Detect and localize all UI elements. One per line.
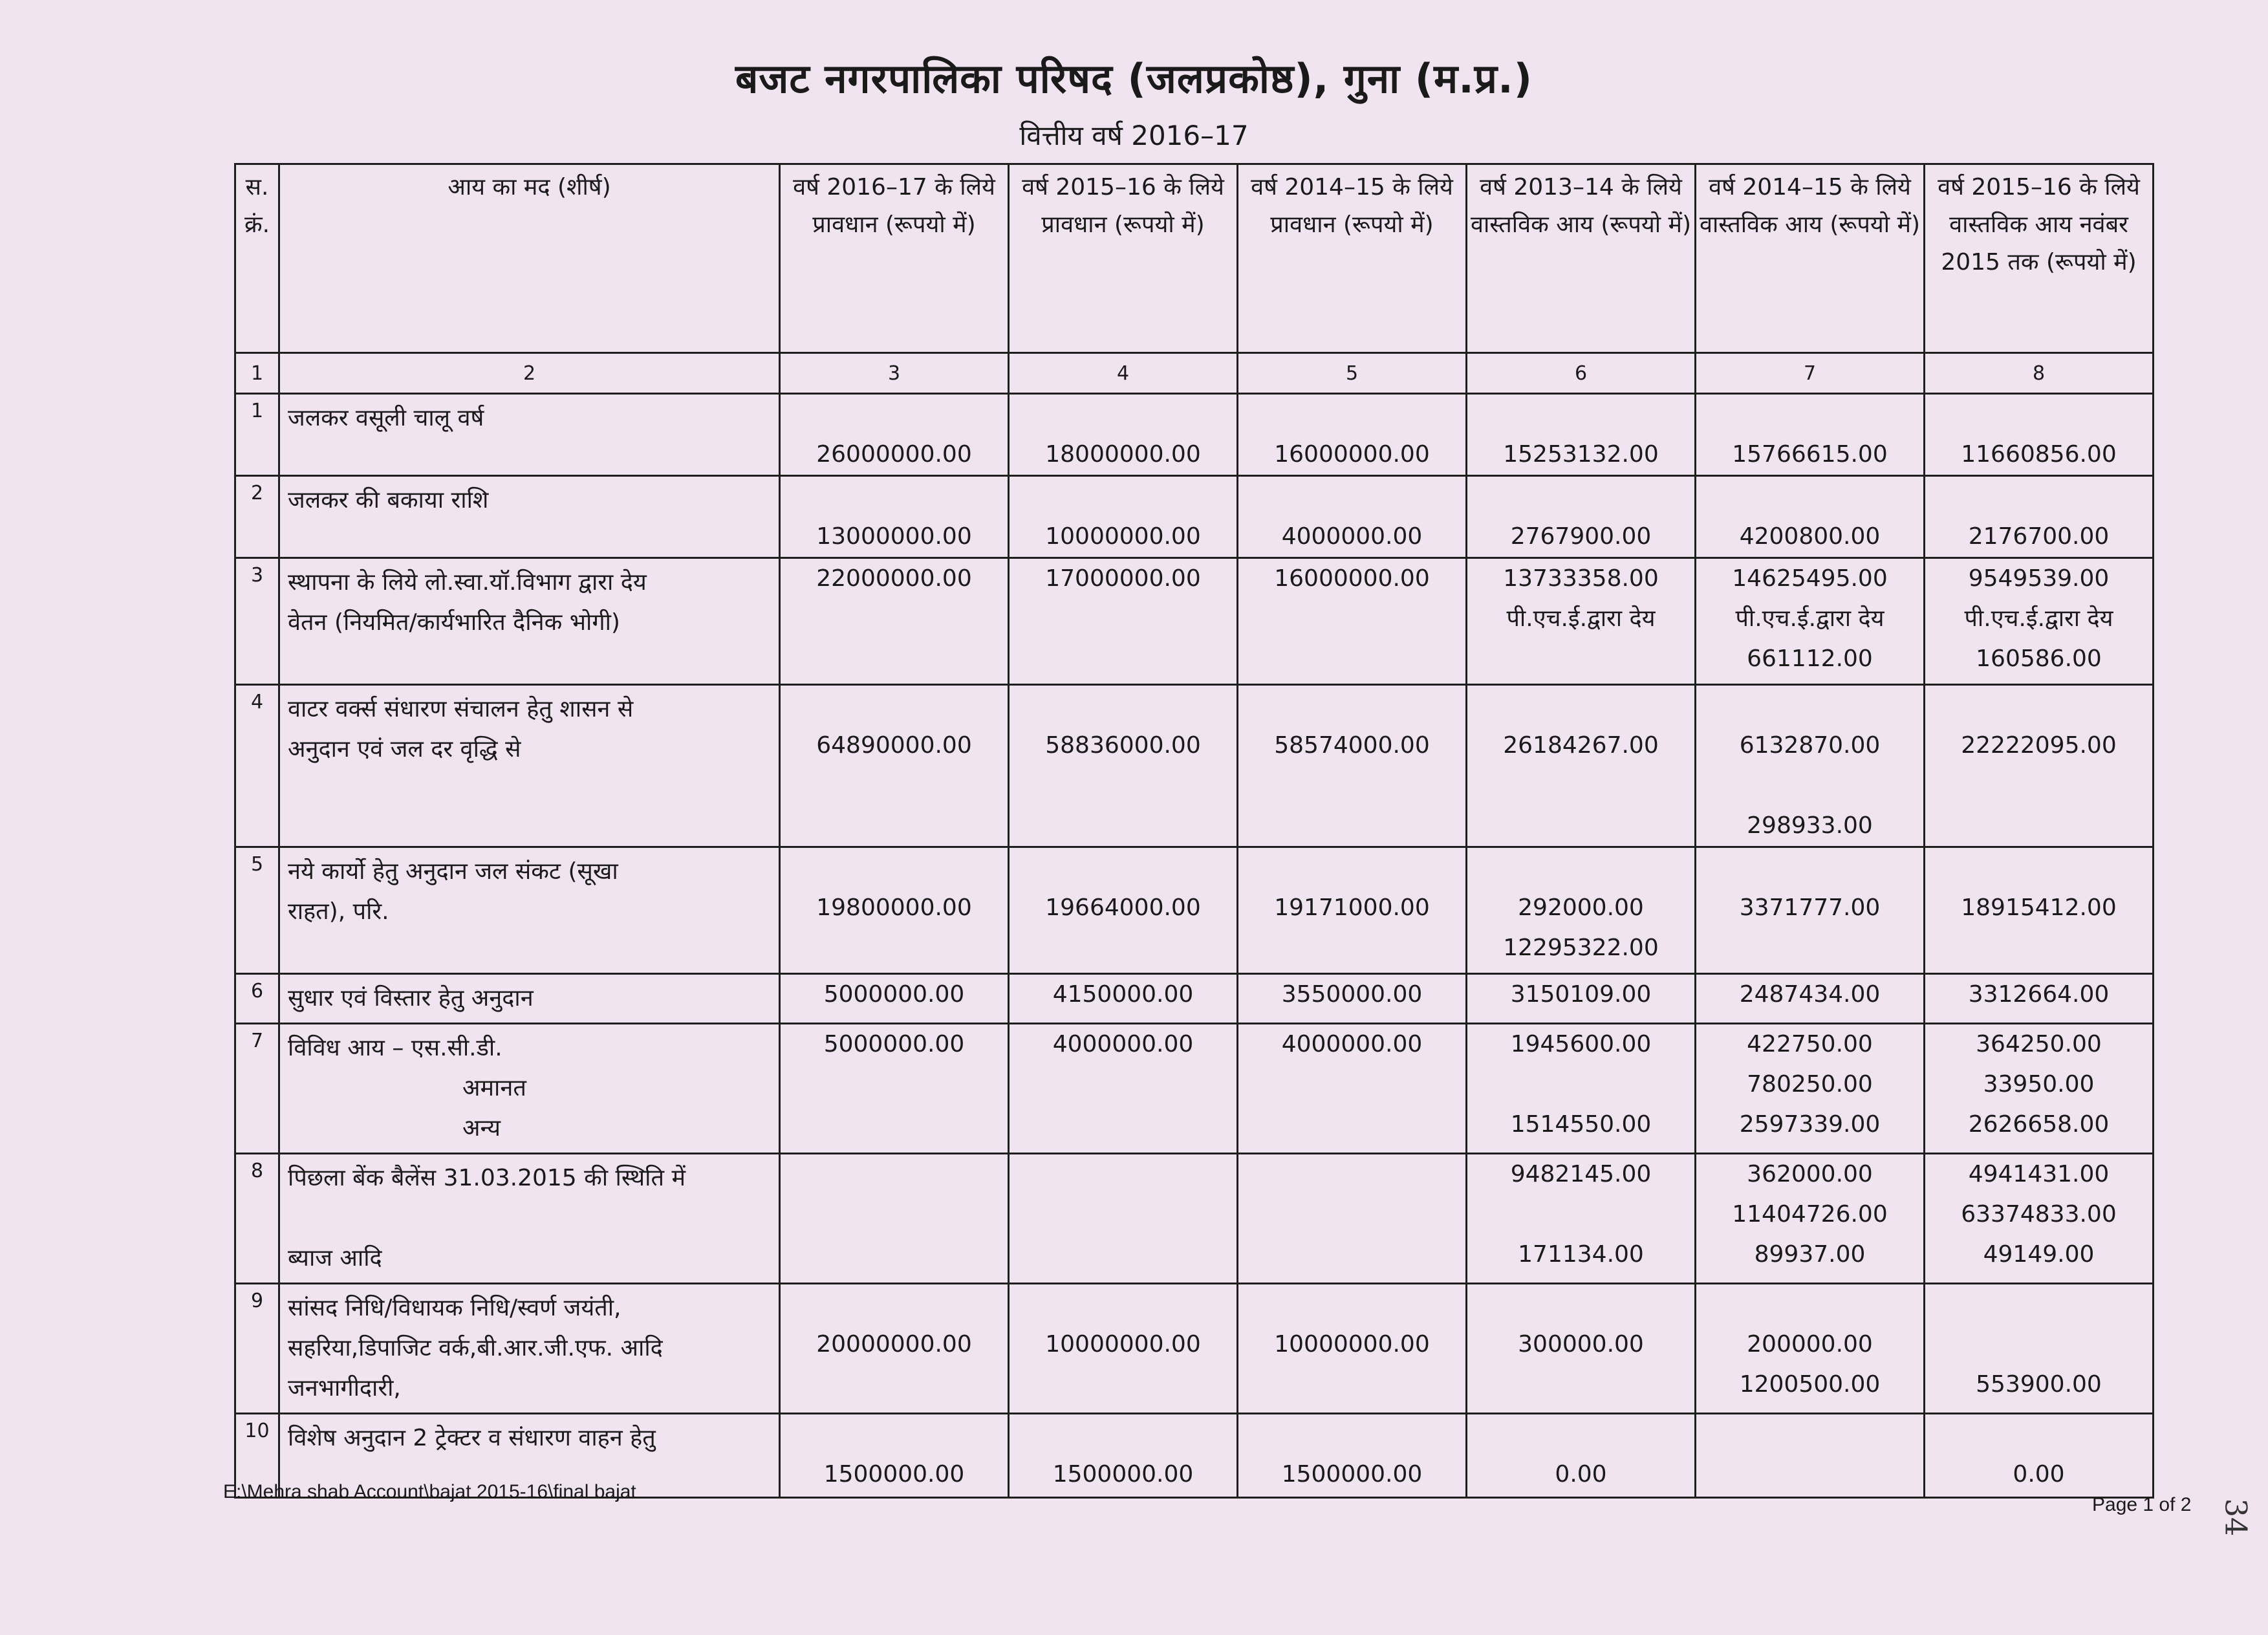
amount-value bbox=[1010, 1414, 1237, 1455]
amount-value: 362000.00 bbox=[1747, 1161, 1873, 1187]
amount-cell-c8 bbox=[1925, 1154, 2154, 1284]
table-row bbox=[235, 685, 2154, 847]
amount-value: 18915412.00 bbox=[1961, 894, 2117, 921]
amount-value: 4000000.00 bbox=[1281, 1031, 1423, 1057]
amount-value: 14625495.00 bbox=[1732, 565, 1888, 592]
table-row bbox=[235, 1284, 2154, 1414]
amount-cell-c6 bbox=[1467, 974, 1696, 1024]
income-head-text: राहत), परि. bbox=[288, 898, 389, 925]
income-head-cell bbox=[279, 974, 780, 1024]
amount-cell-c7 bbox=[1696, 974, 1925, 1024]
amount-value bbox=[1467, 477, 1694, 517]
amount-value: 364250.00 bbox=[1976, 1031, 2102, 1057]
amount-value: 13733358.00 bbox=[1503, 565, 1659, 592]
amount-value: 10000000.00 bbox=[1045, 523, 1201, 550]
amount-value: 89937.00 bbox=[1754, 1241, 1866, 1268]
amount-value: 160586.00 bbox=[1976, 645, 2102, 672]
amount-cell-c4 bbox=[1009, 847, 1238, 974]
income-head-text: सहरिया,डिपाजिट वर्क,बी.आर.जी.एफ. आदि bbox=[288, 1335, 663, 1361]
financial-year-subtitle: वित्तीय वर्ष 2016–17 bbox=[1019, 120, 1249, 151]
amount-value: पी.एच.ई.द्वारा देय bbox=[1506, 605, 1656, 632]
amount-value bbox=[781, 1154, 1008, 1195]
amount-cell-c8 bbox=[1925, 1284, 2154, 1414]
document-title: बजट नगरपालिका परिषद (जलप्रकोष्ठ), गुना (म.प्र.) bbox=[735, 55, 1533, 102]
amount-value: 26184267.00 bbox=[1503, 732, 1659, 759]
amount-value bbox=[1010, 1154, 1237, 1195]
amount-value: 19800000.00 bbox=[816, 894, 972, 921]
amount-value: 26000000.00 bbox=[816, 441, 972, 468]
amount-cell-c6 bbox=[1467, 1414, 1696, 1498]
amount-value bbox=[1467, 1195, 1694, 1235]
amount-value bbox=[1925, 1284, 2152, 1325]
amount-cell-c8 bbox=[1925, 558, 2154, 685]
column-header-actual-2014-15: वर्ष 2014–15 के लिये वास्तविक आय (रूपयो में) bbox=[1696, 164, 1925, 353]
table-row bbox=[235, 1154, 2154, 1284]
income-head-text: वेतन (नियमित/कार्यभारित दैनिक भोगी) bbox=[288, 609, 620, 636]
amount-value bbox=[1010, 395, 1237, 435]
table-row bbox=[235, 847, 2154, 974]
amount-value: 422750.00 bbox=[1747, 1031, 1873, 1057]
amount-cell-c4 bbox=[1009, 476, 1238, 558]
income-head-text: सुधार एवं विस्तार हेतु अनुदान bbox=[288, 985, 534, 1012]
amount-cell-c4 bbox=[1009, 394, 1238, 476]
amount-cell-c6 bbox=[1467, 558, 1696, 685]
column-number: 7 bbox=[1696, 353, 1925, 394]
page-number-footer: Page 1 of 2 bbox=[2092, 1494, 2192, 1515]
amount-value: 1500000.00 bbox=[1052, 1461, 1194, 1488]
amount-value bbox=[1696, 766, 1923, 806]
amount-cell-c6 bbox=[1467, 1284, 1696, 1414]
amount-value bbox=[1925, 395, 2152, 435]
amount-cell-c4 bbox=[1009, 685, 1238, 847]
amount-value: 4000000.00 bbox=[1281, 523, 1423, 550]
income-head-text: अनुदान एवं जल दर वृद्धि से bbox=[288, 736, 521, 763]
amount-value bbox=[1467, 848, 1694, 888]
amount-cell-c8 bbox=[1925, 1024, 2154, 1154]
amount-value: 4000000.00 bbox=[1052, 1031, 1194, 1057]
amount-cell-c5 bbox=[1238, 558, 1467, 685]
amount-value bbox=[1467, 1065, 1694, 1105]
amount-value: 4200800.00 bbox=[1739, 523, 1881, 550]
serial-number-cell: 2 bbox=[235, 476, 279, 558]
amount-cell-c8 bbox=[1925, 1414, 2154, 1498]
amount-value: 49149.00 bbox=[1983, 1241, 2095, 1268]
amount-cell-c7 bbox=[1696, 394, 1925, 476]
serial-number-cell: 3 bbox=[235, 558, 279, 685]
amount-cell-c5 bbox=[1238, 1154, 1467, 1284]
amount-value: 2176700.00 bbox=[1968, 523, 2110, 550]
amount-cell-c3 bbox=[780, 974, 1009, 1024]
serial-number-cell: 5 bbox=[235, 847, 279, 974]
amount-cell-c7 bbox=[1696, 1414, 1925, 1498]
amount-value bbox=[1467, 686, 1694, 726]
amount-cell-c6 bbox=[1467, 1024, 1696, 1154]
amount-value bbox=[781, 477, 1008, 517]
amount-cell-c4 bbox=[1009, 1284, 1238, 1414]
amount-value bbox=[1010, 477, 1237, 517]
amount-cell-c8 bbox=[1925, 476, 2154, 558]
income-head-cell bbox=[279, 1284, 780, 1414]
table-row bbox=[235, 1024, 2154, 1154]
income-head-text: जलकर की बकाया राशि bbox=[288, 487, 489, 514]
column-number-row bbox=[235, 353, 2154, 394]
amount-value bbox=[1696, 477, 1923, 517]
header-row bbox=[235, 164, 2154, 353]
amount-value: 4941431.00 bbox=[1968, 1161, 2110, 1187]
income-head-text: नये कार्यो हेतु अनुदान जल संकट (सूखा bbox=[288, 858, 618, 885]
amount-value: 2626658.00 bbox=[1968, 1111, 2110, 1138]
income-subhead-text: अन्य bbox=[462, 1115, 501, 1142]
amount-cell-c5 bbox=[1238, 394, 1467, 476]
column-number: 1 bbox=[235, 353, 279, 394]
income-subhead-text: अमानत bbox=[462, 1075, 526, 1101]
amount-value: 16000000.00 bbox=[1274, 441, 1430, 468]
serial-number-cell: 6 bbox=[235, 974, 279, 1024]
amount-cell-c5 bbox=[1238, 685, 1467, 847]
amount-value: 0.00 bbox=[1555, 1461, 1607, 1488]
column-number: 2 bbox=[279, 353, 780, 394]
amount-value: 3312664.00 bbox=[1968, 981, 2110, 1008]
income-head-text: जलकर वसूली चालू वर्ष bbox=[288, 405, 484, 431]
amount-cell-c4 bbox=[1009, 1024, 1238, 1154]
amount-value: 4150000.00 bbox=[1052, 981, 1194, 1008]
amount-cell-c5 bbox=[1238, 1414, 1467, 1498]
amount-cell-c5 bbox=[1238, 974, 1467, 1024]
amount-value bbox=[1467, 1284, 1694, 1325]
amount-cell-c6 bbox=[1467, 847, 1696, 974]
amount-cell-c5 bbox=[1238, 847, 1467, 974]
serial-number-cell: 10 bbox=[235, 1414, 279, 1498]
amount-value bbox=[781, 395, 1008, 435]
amount-value: 1514550.00 bbox=[1510, 1111, 1652, 1138]
amount-cell-c8 bbox=[1925, 847, 2154, 974]
budget-table bbox=[234, 163, 2154, 1499]
column-header-actual-2015-16: वर्ष 2015–16 के लिये वास्तविक आय नवंबर 2015 तक (रूपयो में) bbox=[1925, 164, 2154, 353]
column-header-provision-2016-17: वर्ष 2016–17 के लिये प्रावधान (रूपयो में) bbox=[780, 164, 1009, 353]
amount-value bbox=[1010, 686, 1237, 726]
amount-cell-c8 bbox=[1925, 685, 2154, 847]
amount-value: 63374833.00 bbox=[1961, 1201, 2117, 1228]
amount-value: 11404726.00 bbox=[1732, 1201, 1888, 1228]
amount-value bbox=[1696, 1414, 1923, 1455]
amount-cell-c7 bbox=[1696, 1154, 1925, 1284]
amount-cell-c6 bbox=[1467, 394, 1696, 476]
income-head-cell bbox=[279, 1024, 780, 1154]
amount-cell-c5 bbox=[1238, 476, 1467, 558]
amount-cell-c3 bbox=[780, 394, 1009, 476]
amount-value bbox=[1010, 1284, 1237, 1325]
amount-value bbox=[1238, 1414, 1465, 1455]
amount-cell-c8 bbox=[1925, 394, 2154, 476]
amount-value bbox=[1696, 395, 1923, 435]
amount-cell-c3 bbox=[780, 1154, 1009, 1284]
handwritten-margin-note: 34 bbox=[2218, 1498, 2254, 1537]
income-head-text: जनभागीदारी, bbox=[288, 1375, 401, 1402]
amount-value: 1500000.00 bbox=[823, 1461, 965, 1488]
amount-value: 200000.00 bbox=[1747, 1331, 1873, 1358]
column-number: 6 bbox=[1467, 353, 1696, 394]
amount-cell-c7 bbox=[1696, 558, 1925, 685]
income-head-text: विशेष अनुदान 2 ट्रेक्टर व संधारण वाहन हेतु bbox=[288, 1425, 656, 1451]
amount-value: 12295322.00 bbox=[1503, 935, 1659, 961]
amount-value: पी.एच.ई.द्वारा देय bbox=[1964, 605, 2113, 632]
amount-value bbox=[1696, 848, 1923, 888]
amount-value: 33950.00 bbox=[1983, 1071, 2095, 1098]
income-head-cell bbox=[279, 847, 780, 974]
income-head-cell bbox=[279, 394, 780, 476]
income-head-text: पिछला बेंक बैलेंस 31.03.2015 की स्थिति में bbox=[288, 1165, 686, 1191]
column-header-actual-2013-14: वर्ष 2013–14 के लिये वास्तविक आय (रूपयो में) bbox=[1467, 164, 1696, 353]
income-head-cell bbox=[279, 685, 780, 847]
budget-table-container bbox=[234, 163, 2154, 1499]
amount-cell-c3 bbox=[780, 1024, 1009, 1154]
amount-value: 15766615.00 bbox=[1732, 441, 1888, 468]
amount-cell-c4 bbox=[1009, 558, 1238, 685]
amount-value: 2487434.00 bbox=[1739, 981, 1881, 1008]
amount-value: पी.एच.ई.द्वारा देय bbox=[1735, 605, 1885, 632]
amount-value bbox=[1238, 686, 1465, 726]
amount-cell-c6 bbox=[1467, 1154, 1696, 1284]
amount-value: 10000000.00 bbox=[1274, 1331, 1430, 1358]
amount-value: 19171000.00 bbox=[1274, 894, 1430, 921]
amount-value: 9549539.00 bbox=[1968, 565, 2110, 592]
amount-cell-c7 bbox=[1696, 847, 1925, 974]
amount-value: 3371777.00 bbox=[1739, 894, 1881, 921]
amount-value: 11660856.00 bbox=[1961, 441, 2117, 468]
amount-value: 1500000.00 bbox=[1281, 1461, 1423, 1488]
table-body bbox=[235, 394, 2154, 1498]
income-head-cell bbox=[279, 476, 780, 558]
table-row bbox=[235, 974, 2154, 1024]
amount-value: 3150109.00 bbox=[1510, 981, 1652, 1008]
amount-value: 292000.00 bbox=[1518, 894, 1644, 921]
amount-value: 1945600.00 bbox=[1510, 1031, 1652, 1057]
amount-cell-c3 bbox=[780, 847, 1009, 974]
amount-value: 9482145.00 bbox=[1510, 1161, 1652, 1187]
amount-value bbox=[1238, 477, 1465, 517]
amount-value: 15253132.00 bbox=[1503, 441, 1659, 468]
amount-value: 10000000.00 bbox=[1045, 1331, 1201, 1358]
amount-value: 3550000.00 bbox=[1281, 981, 1423, 1008]
serial-number-cell: 7 bbox=[235, 1024, 279, 1154]
amount-value bbox=[1238, 1284, 1465, 1325]
income-head-cell bbox=[279, 1154, 780, 1284]
amount-value bbox=[1238, 395, 1465, 435]
income-head-text: ब्याज आदि bbox=[288, 1245, 382, 1272]
table-row bbox=[235, 558, 2154, 685]
amount-cell-c3 bbox=[780, 1414, 1009, 1498]
amount-value: 20000000.00 bbox=[816, 1331, 972, 1358]
amount-value: 58836000.00 bbox=[1045, 732, 1201, 759]
column-header-income-head: आय का मद (शीर्ष) bbox=[279, 164, 780, 353]
amount-value: 2767900.00 bbox=[1510, 523, 1652, 550]
serial-number-cell: 1 bbox=[235, 394, 279, 476]
amount-cell-c8 bbox=[1925, 974, 2154, 1024]
amount-value bbox=[1925, 477, 2152, 517]
amount-value: 6132870.00 bbox=[1739, 732, 1881, 759]
amount-cell-c7 bbox=[1696, 685, 1925, 847]
file-path-footer: E:\Mehra shab Account\bajat 2015-16\final bajat bbox=[223, 1481, 636, 1502]
amount-value bbox=[1010, 848, 1237, 888]
amount-value: 0.00 bbox=[2013, 1461, 2065, 1488]
income-head-text: वाटर वर्क्स संधारण संचालन हेतु शासन से bbox=[288, 696, 634, 722]
amount-cell-c7 bbox=[1696, 1024, 1925, 1154]
amount-value: 5000000.00 bbox=[823, 981, 965, 1008]
amount-cell-c6 bbox=[1467, 685, 1696, 847]
amount-value: 13000000.00 bbox=[816, 523, 972, 550]
amount-cell-c3 bbox=[780, 558, 1009, 685]
column-number: 5 bbox=[1238, 353, 1467, 394]
amount-value bbox=[1925, 1414, 2152, 1455]
amount-value: 5000000.00 bbox=[823, 1031, 965, 1057]
amount-value bbox=[1467, 1414, 1694, 1455]
table-row bbox=[235, 394, 2154, 476]
amount-value: 16000000.00 bbox=[1274, 565, 1430, 592]
amount-cell-c3 bbox=[780, 476, 1009, 558]
amount-value: 22000000.00 bbox=[816, 565, 972, 592]
amount-value: 2597339.00 bbox=[1739, 1111, 1881, 1138]
serial-number-cell: 4 bbox=[235, 685, 279, 847]
amount-value bbox=[781, 1414, 1008, 1455]
income-head-text: सांसद निधि/विधायक निधि/स्वर्ण जयंती, bbox=[288, 1295, 621, 1321]
amount-value: 17000000.00 bbox=[1045, 565, 1201, 592]
amount-cell-c5 bbox=[1238, 1284, 1467, 1414]
income-head-text: स्थापना के लिये लो.स्वा.यॉ.विभाग द्वारा देय bbox=[288, 569, 647, 596]
amount-cell-c4 bbox=[1009, 1154, 1238, 1284]
amount-value: 64890000.00 bbox=[816, 732, 972, 759]
column-number: 3 bbox=[780, 353, 1009, 394]
amount-value: 171134.00 bbox=[1518, 1241, 1644, 1268]
amount-value bbox=[1925, 1325, 2152, 1365]
amount-value: 1200500.00 bbox=[1739, 1371, 1881, 1398]
amount-value: 553900.00 bbox=[1976, 1371, 2102, 1398]
amount-value: 298933.00 bbox=[1747, 812, 1873, 839]
amount-cell-c4 bbox=[1009, 974, 1238, 1024]
amount-cell-c4 bbox=[1009, 1414, 1238, 1498]
income-head-text: विविध आय – एस.सी.डी. bbox=[288, 1035, 502, 1061]
amount-cell-c3 bbox=[780, 1284, 1009, 1414]
amount-value: 22222095.00 bbox=[1961, 732, 2117, 759]
amount-value: 780250.00 bbox=[1747, 1071, 1873, 1098]
amount-value bbox=[781, 1284, 1008, 1325]
amount-value: 18000000.00 bbox=[1045, 441, 1201, 468]
amount-value bbox=[781, 848, 1008, 888]
amount-cell-c7 bbox=[1696, 1284, 1925, 1414]
amount-cell-c6 bbox=[1467, 476, 1696, 558]
amount-value bbox=[1238, 848, 1465, 888]
amount-cell-c5 bbox=[1238, 1024, 1467, 1154]
amount-value: 300000.00 bbox=[1518, 1331, 1644, 1358]
income-head-cell bbox=[279, 558, 780, 685]
column-number: 8 bbox=[1925, 353, 2154, 394]
table-row bbox=[235, 476, 2154, 558]
column-header-provision-2014-15: वर्ष 2014–15 के लिये प्रावधान (रूपयो में) bbox=[1238, 164, 1467, 353]
income-head-text bbox=[288, 1198, 771, 1239]
column-header-provision-2015-16: वर्ष 2015–16 के लिये प्रावधान (रूपयो में) bbox=[1009, 164, 1238, 353]
amount-value: 58574000.00 bbox=[1274, 732, 1430, 759]
amount-value bbox=[1467, 395, 1694, 435]
amount-value bbox=[1696, 686, 1923, 726]
amount-value: 19664000.00 bbox=[1045, 894, 1201, 921]
amount-value bbox=[1925, 686, 2152, 726]
amount-cell-c7 bbox=[1696, 476, 1925, 558]
amount-value bbox=[1696, 1284, 1923, 1325]
serial-number-cell: 8 bbox=[235, 1154, 279, 1284]
column-header-serial: स. क्रं. bbox=[235, 164, 279, 353]
amount-value bbox=[781, 686, 1008, 726]
amount-cell-c3 bbox=[780, 685, 1009, 847]
amount-value: 661112.00 bbox=[1747, 645, 1873, 672]
amount-value bbox=[1925, 848, 2152, 888]
column-number: 4 bbox=[1009, 353, 1238, 394]
serial-number-cell: 9 bbox=[235, 1284, 279, 1414]
amount-value bbox=[1238, 1154, 1465, 1195]
